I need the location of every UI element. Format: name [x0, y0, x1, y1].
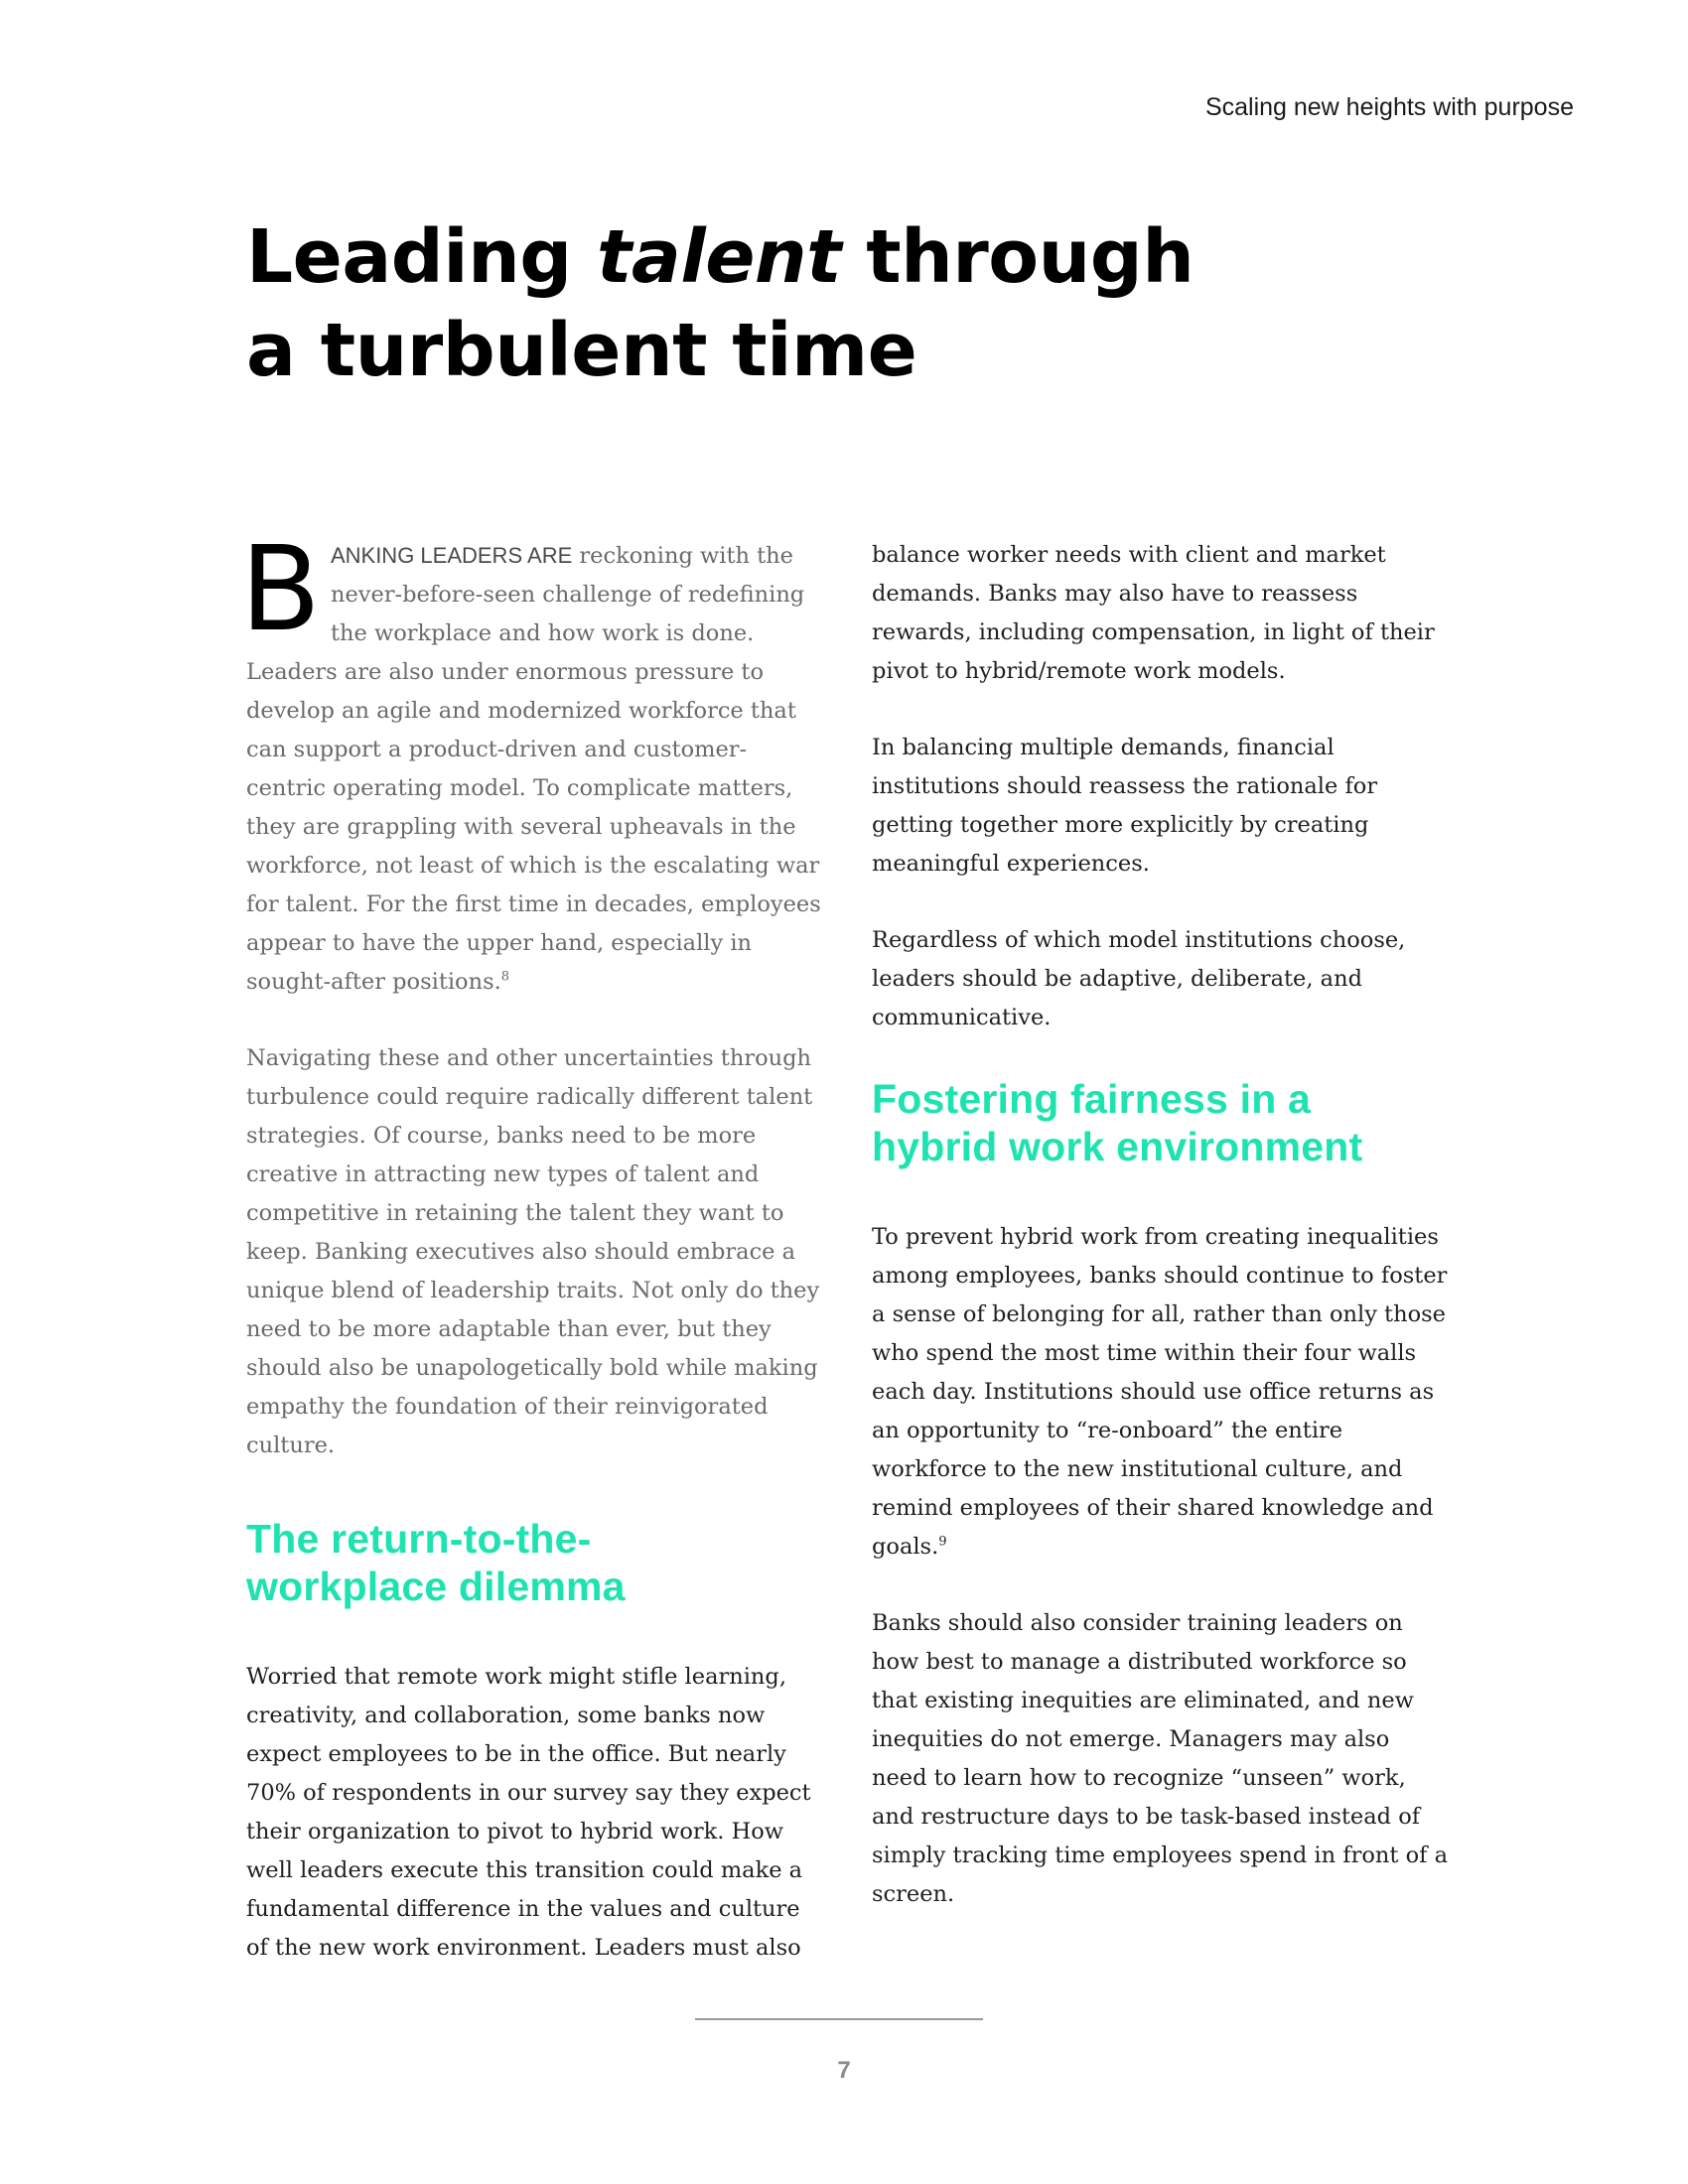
page-title — [246, 210, 1239, 397]
body-paragraph-text: To prevent hybrid work from creating inequalities among employees, banks should continue to foster a sense of belonging for all, rather than only those who spend the most time within their four walls each day. Institutions should use office returns as an opportunity to “re-onboard” the entire workforce to the new institutional culture, and remind employees of their shared knowledge and goals. — [872, 1224, 1448, 1560]
body-paragraph: Regardless of which model institutions choose, leaders should be adaptive, deliberate, and communicative. — [872, 927, 1406, 1030]
body-paragraph: Banks should also consider training leaders on how best to manage a distributed workforce so that existing inequities are eliminated, and new inequities do not emerge. Managers may also need to learn how to recognize “unseen” work, and restructure days to be task-based instead of simply tracking time employees spend in front of a screen. — [872, 1610, 1449, 1907]
body-paragraph: Worried that remote work might stifle learning, creativity, and collaboration, some banks now expect employees to be in the office. But nearly 70% of respondents in our survey say they expect their organization to pivot to hybrid work. How well leaders execute this transition could make a fundamental difference in the values and culture of the new work environment. Leaders must also — [246, 1664, 811, 1961]
right-column — [872, 536, 1448, 1952]
body-paragraph: balance worker needs with client and market demands. Banks may also have to reassess rewards, including compensation, in light of their pivot to hybrid/remote work models. — [872, 542, 1435, 684]
page-number: 7 — [837, 2057, 851, 2084]
body-paragraph — [872, 1218, 1448, 1567]
left-column — [240, 520, 822, 2005]
page-title-emphasis: talent — [597, 214, 841, 300]
page-title-line1-start: Leading — [246, 214, 598, 300]
lead-in: ANKING LEADERS ARE — [330, 543, 573, 568]
section-heading-return-to-workplace: The return-to-the- workplace dilemma — [246, 1516, 626, 1609]
intro-paragraph — [240, 520, 822, 1002]
page-title-line2: a turbulent time — [246, 308, 917, 393]
footer-divider — [695, 2018, 983, 2020]
drop-cap: B — [240, 520, 321, 657]
body-paragraph: Navigating these and other uncertainties through turbulence could require radically different talent strategies. Of course, banks need to be more creative in attracting new types of talent and competitive in retaining the talent they want to keep. Banking executives also should embrace a unique blend of leadership traits. Not only do they need to be more adaptable than ever, but they should also be unapologetically bold while making empathy the foundation of their reinvigorated culture. — [246, 1045, 820, 1458]
intro-paragraph-text: reckoning with the never-before-seen challenge of redefining the workplace and how work is done. Leaders are also under enormous pressure to develop an agile and modernized workforce that can support a product-driven and customer-centric operating model. To complicate matters, they are grappling with several upheavals in the workforce, not least of which is the escalating war for talent. For the first time in decades, employees appear to have the upper hand, especially in sought-after positions. — [246, 543, 821, 995]
body-paragraph: In balancing multiple demands, financial institutions should reassess the rationale for getting together more explicitly by creating meaningful experiences. — [872, 735, 1378, 877]
footnote-marker[interactable]: 9 — [938, 1534, 947, 1550]
running-header: Scaling new heights with purpose — [1204, 93, 1574, 121]
page-title-line1-end: through — [840, 214, 1195, 300]
footnote-marker[interactable]: 8 — [500, 969, 510, 985]
section-heading-fostering-fairness: Fostering fairness in a hybrid work environment — [872, 1076, 1363, 1169]
